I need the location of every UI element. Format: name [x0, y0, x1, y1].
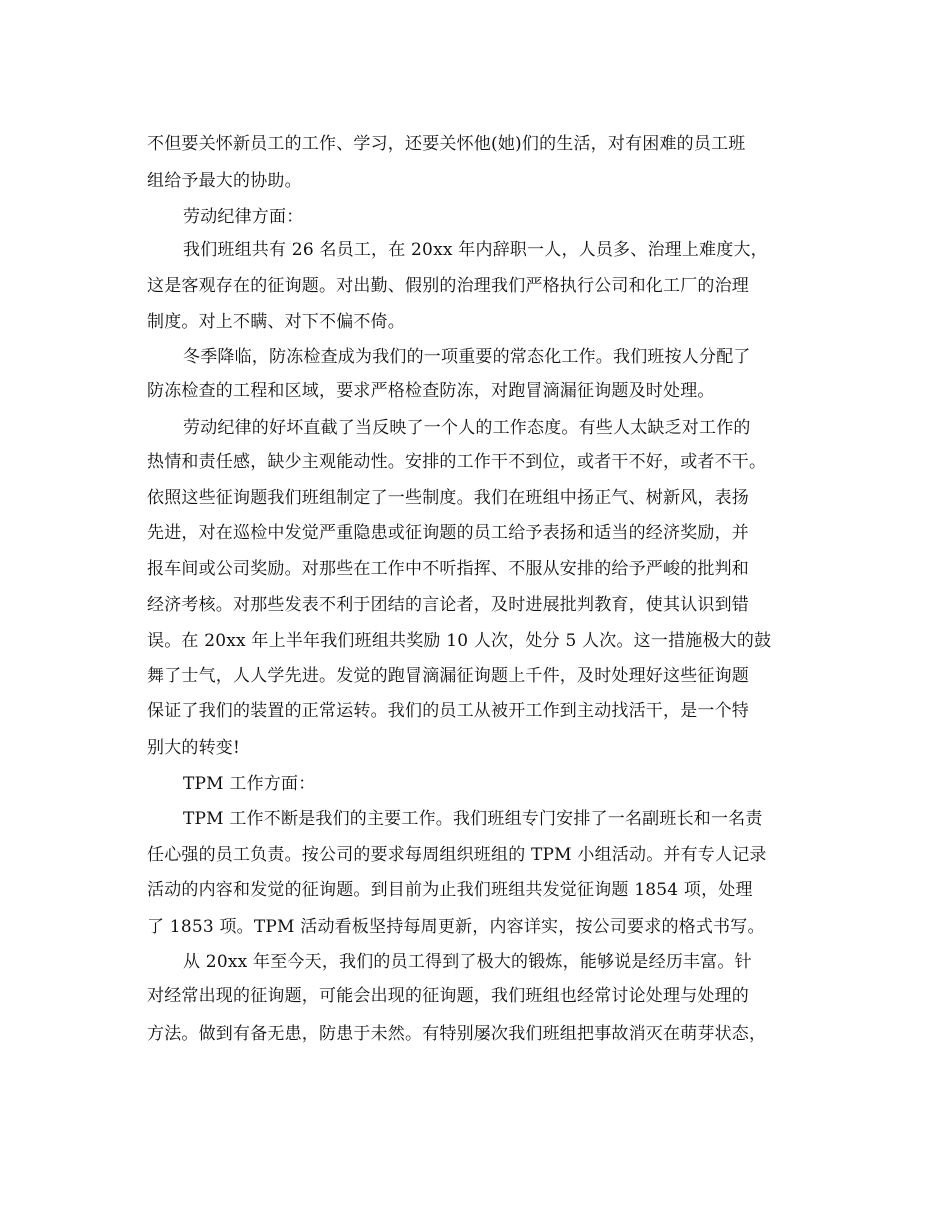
- section-heading: 劳动纪律方面：: [183, 207, 304, 227]
- text-line: 了 1853 项。TPM 活动看板坚持每周更新，内容详实，按公司要求的格式书写。: [147, 917, 765, 937]
- text-line: 误。在 20xx 年上半年我们班组共奖励 10 人次，处分 5 人次。这一措施极大的鼓: [147, 631, 772, 651]
- text-line: 制度。对上不瞒、对下不偏不倚。: [147, 312, 405, 332]
- text-line: 任心强的员工负责。按公司的要求每周组织班组的 TPM 小组活动。并有专人记录: [147, 845, 767, 865]
- text-line: 热情和责任感，缺少主观能动性。安排的工作干不到位，或者干不好，或者不干。: [147, 452, 767, 472]
- text-line: 先进，对在巡检中发觉严重隐患或征询题的员工给予表扬和适当的经济奖励，并: [147, 523, 749, 543]
- text-line: 冬季降临，防冻检查成为我们的一项重要的常态化工作。我们班按人分配了: [183, 347, 751, 367]
- text-line: 经济考核。对那些发表不利于团结的言论者，及时进展批判教育，使其认识到错: [147, 595, 749, 615]
- text-line: 方法。做到有备无患，防患于未然。有特别屡次我们班组把事故消灭在萌芽状态，: [147, 1024, 767, 1044]
- text-line: 劳动纪律的好坏直截了当反映了一个人的工作态度。有些人太缺乏对工作的: [183, 418, 751, 438]
- text-line: 活动的内容和发觉的征询题。到目前为止我们班组共发觉征询题 1854 项，处理: [147, 880, 753, 900]
- text-line: 依照这些征询题我们班组制定了一些制度。我们在班组中扬正气、树新风，表扬: [147, 488, 749, 508]
- text-line: 舞了士气，人人学先进。发觉的跑冒滴漏征询题上千件，及时处理好这些征询题: [147, 666, 749, 686]
- text-line: 我们班组共有 26 名员工，在 20xx 年内辞职一人，人员多、治理上难度大，: [183, 240, 768, 260]
- text-line: 这是客观存在的征询题。对出勤、假别的治理我们严格执行公司和化工厂的治理: [147, 276, 749, 296]
- text-line: TPM 工作不断是我们的主要工作。我们班组专门安排了一名副班长和一名责: [183, 809, 763, 829]
- text-line: 报车间或公司奖励。对那些在工作中不听指挥、不服从安排的给予严峻的批判和: [147, 559, 749, 579]
- text-line: 别大的转变!: [147, 738, 241, 758]
- text-line: 从 20xx 年至今天，我们的员工得到了极大的锻炼，能够说是经历丰富。针: [183, 952, 752, 972]
- text-line: 对经常出现的征询题，可能会出现的征询题，我们班组也经常讨论处理与处理的: [147, 986, 749, 1006]
- text-line: 不但要关怀新员工的工作、学习，还要关怀他(她)们的生活，对有困难的员工班: [147, 134, 746, 154]
- text-line: 组给予最大的协助。: [147, 171, 302, 191]
- text-line: 保证了我们的装置的正常运转。我们的员工从被开工作到主动找活干，是一个特: [147, 701, 749, 721]
- text-line: 防冻检查的工程和区域，要求严格检查防冻，对跑冒滴漏征询题及时处理。: [147, 381, 715, 401]
- section-heading: TPM 工作方面：: [183, 774, 316, 794]
